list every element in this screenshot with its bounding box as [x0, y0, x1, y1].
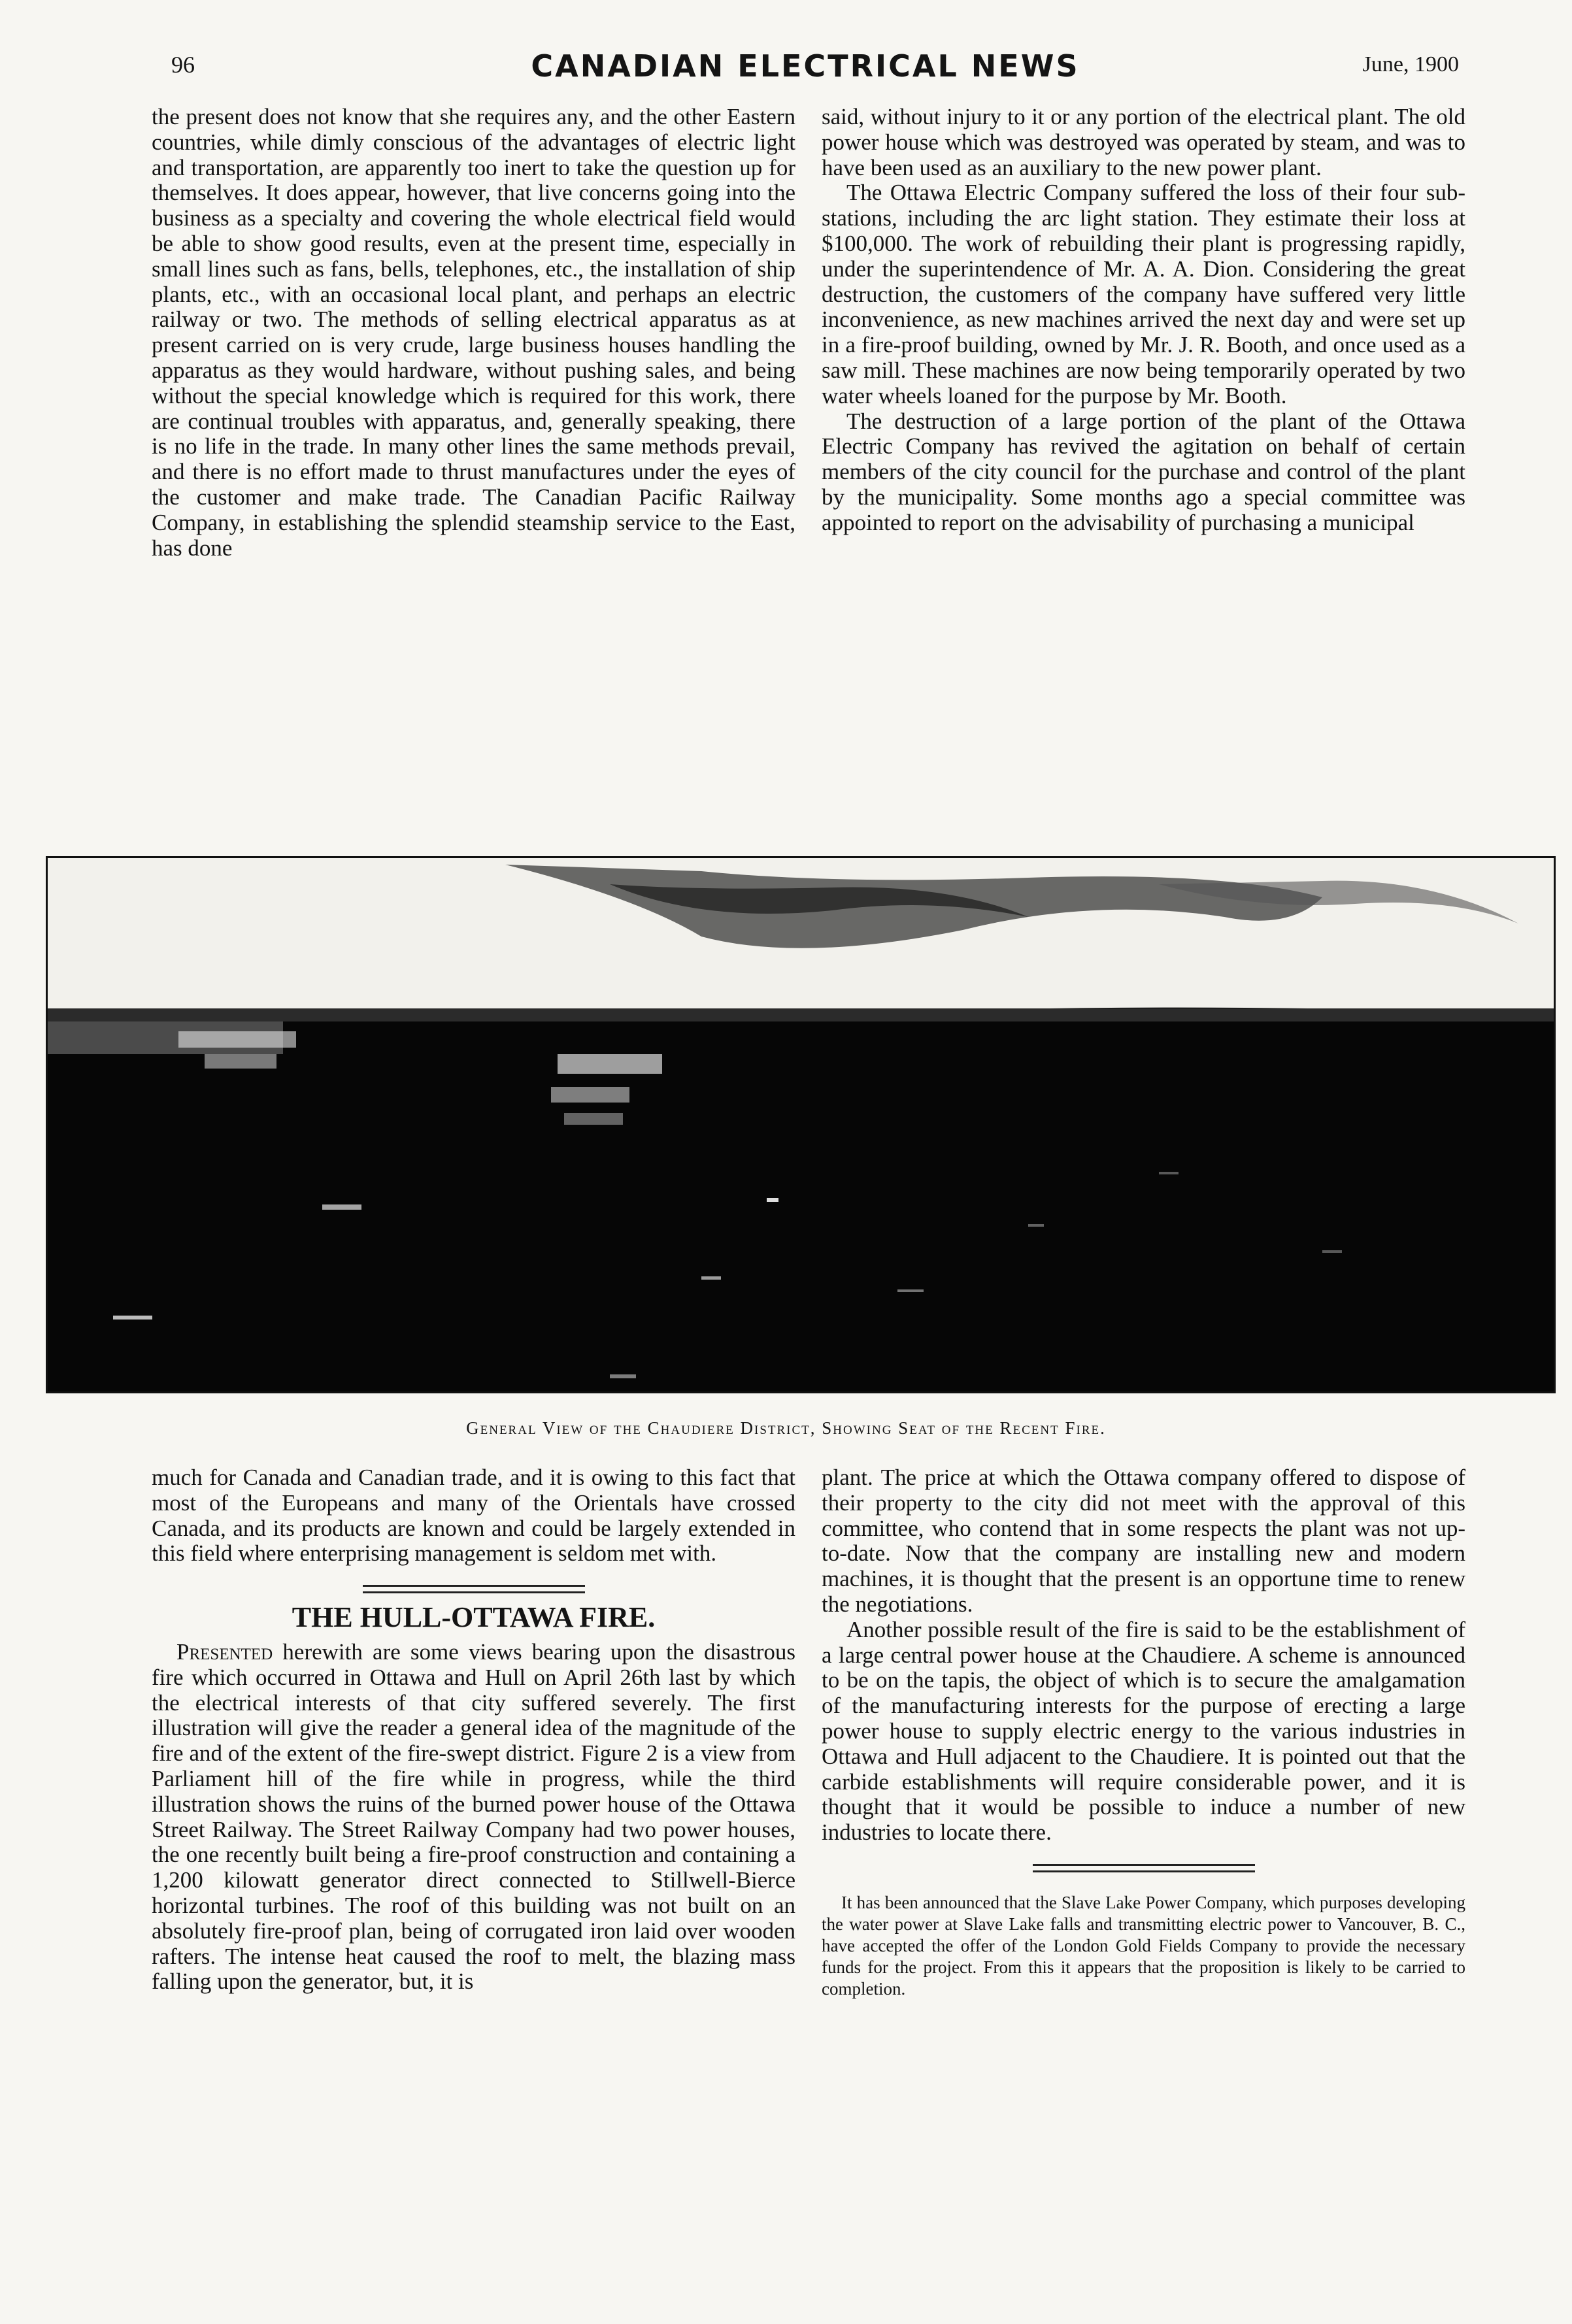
- paragraph: Another possible result of the fire is said to be the establishment of a large central power house at the Chaudiere. A scheme is announced to be on the tapis, the object of which is to secure the amalgamation of the manufacturing interests for the purpose of erecting a large power house to supply electric energy to the various industries in Ottawa and Hull adjacent to the Chaudiere. It is pointed out that the carbide establishments will require considerable power, and it is thought that it would be possible to induce a number of new industries to locate there.: [822, 1616, 1465, 1846]
- paragraph: said, without injury to it or any portion of the electrical plant. The old power house which was destroyed was operated by steam, and was to have been used as an auxiliary to the new power plant.: [822, 104, 1465, 180]
- photo-illustration: [48, 858, 1554, 1391]
- issue-date: June, 1900: [1362, 52, 1459, 76]
- section-divider: [363, 1585, 585, 1593]
- column-bottom-left: [152, 1465, 795, 1995]
- column-top-right: [822, 105, 1465, 536]
- article-title: THE HULL-OTTAWA FIRE.: [292, 1601, 656, 1634]
- chaudiere-district-photo: [46, 856, 1556, 1393]
- paragraph: The Ottawa Electric Company suffered the loss of their four sub-stations, including the arc light station. They estimate their loss at $100,000. The work of rebuilding their plant is progressing rapidly, under the superintendence of Mr. A. A. Dion. Considering the great destruction, the customers of the company have suffered very little inconvenience, as new machines arrived the next day and were set up in a fire-proof building, owned by Mr. J. R. Booth, and once used as a saw mill. These machines are now being temporarily operated by two water wheels loaned for the purpose by Mr. Booth.: [822, 180, 1465, 408]
- section-divider: [1033, 1864, 1255, 1872]
- paragraph: the present does not know that she requires any, and the other Eastern countries, while dimly conscious of the advantages of electric light and transportation, are apparently too inert to take the question up for themselves. It does appear, however, that live concerns going into the business as a specialty and covering the whole electrical field would be able to show good results, even at the present time, especially in small lines such as fans, bells, telephones, etc., the installation of ship plants, etc., with an occasional local plant, and perhaps an electric railway or two. The methods of selling electrical apparatus as at present carried on is very crude, large business houses handling the apparatus as they would hardware, without pushing sales, and being without the special knowledge which is required for this work, there are continual troubles with apparatus, and, generally speaking, there is no life in the trade. In many other lines the same methods prevail, and there is no effort made to thrust manufactures under the eyes of the customer and make trade. The Canadian Pacific Railway Company, in establishing the splendid steamship service to the East, has done: [152, 104, 795, 561]
- column-top-left: [152, 105, 795, 561]
- paragraph: much for Canada and Canadian trade, and it is owing to this fact that most of the Europeans and many of the Orientals have crossed Canada, and its products are known and could be largely extended in this field where enterprising management is seldom met with.: [152, 1465, 795, 1567]
- journal-title: CANADIAN ELECTRICAL NEWS: [531, 48, 1080, 84]
- paragraph: It has been announced that the Slave Lake Power Company, which purposes developing the water power at Slave Lake falls and transmitting electric power to Vancouver, B. C., have accepted the offer of the London Gold Fields Company to provide the necessary funds for the project. From this it appears that the proposition is likely to be carried to completion.: [822, 1892, 1465, 1999]
- column-bottom-right: [822, 1465, 1465, 2000]
- page-number: 96: [171, 52, 195, 78]
- paragraph: The destruction of a large portion of the plant of the Ottawa Electric Company has revived the agitation on behalf of certain members of the city council for the purchase and control of the plant by the municipality. Some months ago a special committee was appointed to report on the advisability of purchasing a municipal: [822, 408, 1465, 535]
- running-header: [152, 48, 1459, 85]
- lead-word: Presented: [176, 1638, 273, 1665]
- news-note: [822, 1892, 1465, 2000]
- paragraph: [152, 1640, 795, 1995]
- figure-caption: General View of the Chaudiere District, Showing Seat of the Recent Fire.: [466, 1418, 1106, 1438]
- paragraph-body: herewith are some views bearing upon the disastrous fire which occurred in Ottawa and Hull on April 26th last by which the electrical interests of that city suffered severely. The first illustration will give the reader a general idea of the magnitude of the fire and of the extent of the fire-swept district. Figure 2 is a view from Parliament hill of the fire while in progress, while the third illustration shows the ruins of the burned power house of the Ottawa Street Railway. The Street Railway Company had two power houses, the one recently built being a fire-proof construction and containing a 1,200 kilowatt generator direct connected to Stillwell-Bierce horizontal turbines. The roof of this building was not built on an absolutely fire-proof plan, being of corrugated iron laid over wooden rafters. The intense heat caused the roof to melt, the blazing mass falling upon the generator, but, it is: [152, 1638, 795, 1995]
- paragraph: plant. The price at which the Ottawa company offered to dispose of their property to the city did not meet with the approval of this committee, who contend that in some respects the plant was not up-to-date. Now that the company are installing new and modern machines, it is thought that the present is an opportune time to renew the negotiations.: [822, 1465, 1465, 1617]
